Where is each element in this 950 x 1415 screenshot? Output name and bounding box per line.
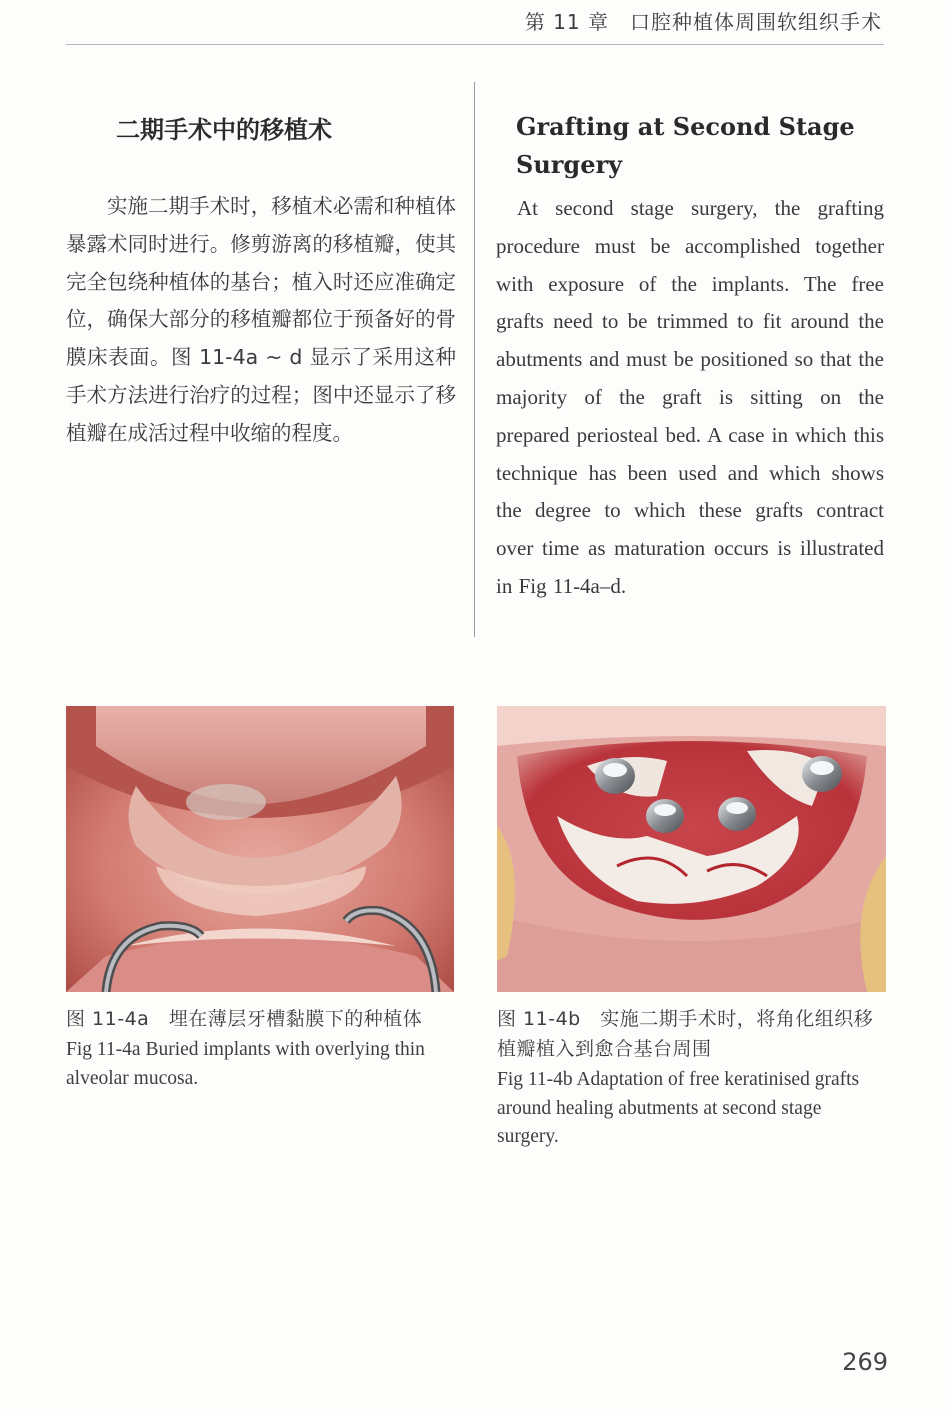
section-heading-english: Grafting at Second Stage Surgery [516,112,855,179]
caption-chinese: 图 11-4b 实施二期手术时，将角化组织移植瓣植入到愈合基台周围 [497,1008,874,1060]
running-header: 第 11 章 口腔种植体周围软组织手术 [524,10,882,34]
caption-english: Fig 11-4b Adaptation of free keratinised grafts around healing abutments at second stage surgery. [497,1069,860,1147]
figure-11-4b-photo [497,706,886,992]
caption-english: Fig 11-4a Buried implants with overlying thin alveolar mucosa. [66,1039,425,1089]
figure-11-4b-caption [497,1004,887,1152]
figure-11-4a-photo [66,706,454,992]
header-divider [66,44,884,45]
column-divider [474,82,475,637]
caption-chinese: 图 11-4a 埋在薄层牙槽黏膜下的种植体 [66,1008,423,1030]
section-heading-chinese: 二期手术中的移植术 [116,116,332,144]
body-text-chinese: 实施二期手术时，移植术必需和种植体暴露术同时进行。修剪游离的移植瓣，使其完全包绕种植体的基台；植入时还应准确定位，确保大部分的移植瓣都位于预备好的骨膜床表面。图 11-4a ~ d 显示了采用这种手术方法进行治疗的过程；图中还显示了移植瓣在成活过程中收缩的程度。 [66,194,456,445]
body-text-english: At second stage surgery, the grafting procedure must be accomplished together with exposure of the implants. The free grafts need to be trimmed to fit around the abutments and must be positioned so that the majority of the graft is sitting on the prepared periosteal bed. A case in which this technique has been used and which shows the degree to which these grafts contract over time as maturation occurs is illustrated in Fig 11-4a–d. [496,196,884,598]
page-number: 269 [842,1348,888,1376]
figure-11-4a-caption [66,1004,458,1093]
